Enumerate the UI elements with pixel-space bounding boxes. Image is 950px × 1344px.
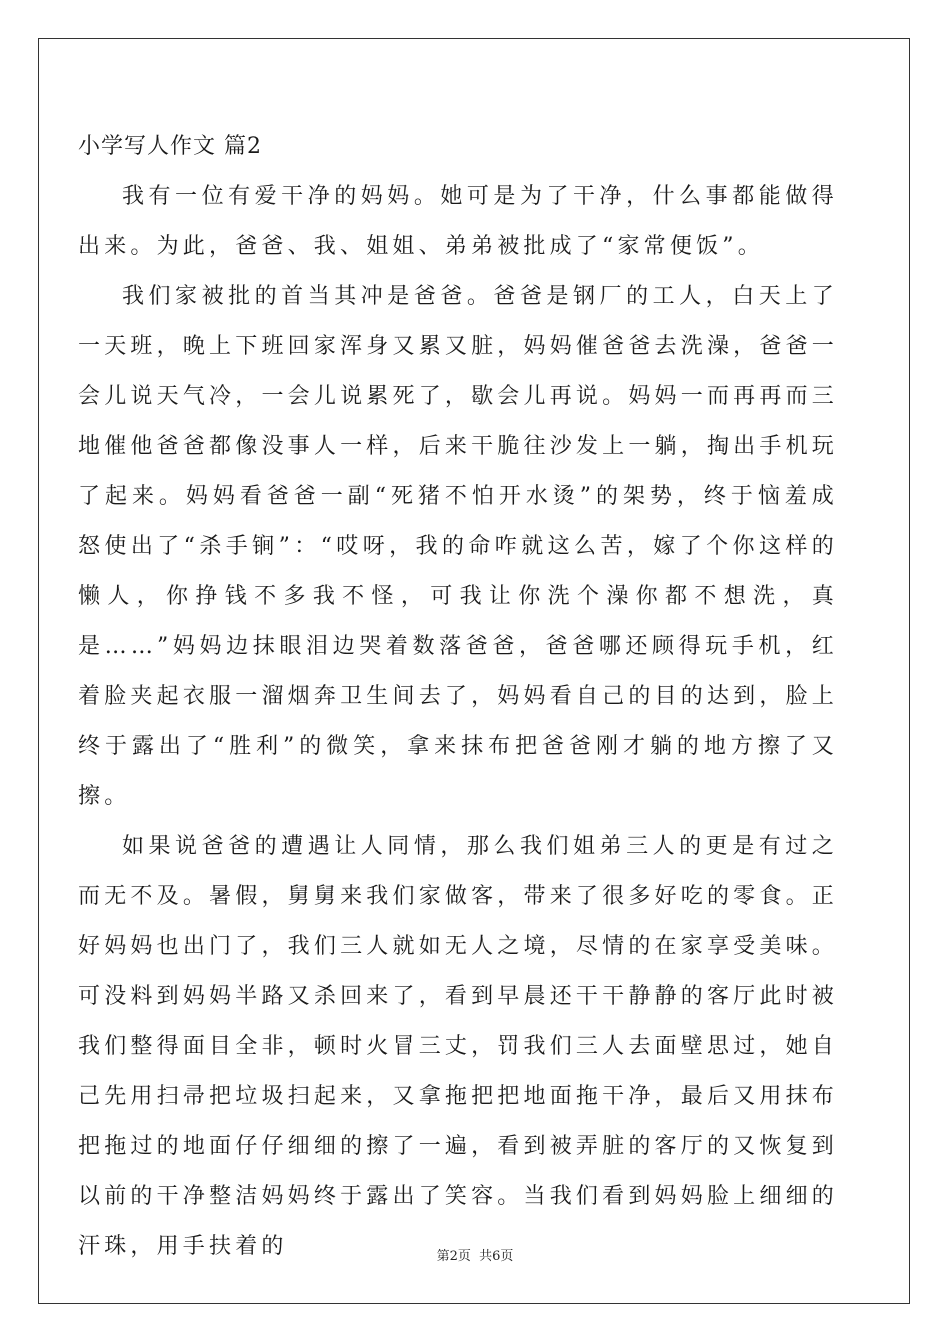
paragraph-2: 我们家被批的首当其冲是爸爸。爸爸是钢厂的工人，白天上了一天班，晚上下班回家浑身又累又脏，妈妈催爸爸去洗澡，爸爸一会儿说天气冷，一会儿说累死了，歇会儿再说。妈妈一而再再而三地催他爸爸都像没事人一样，后来干脆往沙发上一躺，掏出手机玩了起来。妈妈看爸爸一副“死猪不怕开水烫”的架势，终于恼羞成怒使出了“杀手锏”：“哎呀，我的命咋就这么苦，嫁了个你这样的懒人，你挣钱不多我不怪，可我让你洗个澡你都不想洗，真是……”妈妈边抹眼泪边哭着数落爸爸，爸爸哪还顾得玩手机，红着脸夹起衣服一溜烟奔卫生间去了，妈妈看自己的目的达到，脸上终于露出了“胜利”的微笑，拿来抹布把爸爸刚才躺的地方擦了又擦。 bbox=[78, 284, 838, 809]
document-body bbox=[78, 122, 838, 1272]
total-pages: 共6页 bbox=[479, 1249, 514, 1264]
paragraph-3: 如果说爸爸的遭遇让人同情，那么我们姐弟三人的更是有过之而无不及。暑假，舅舅来我们家做客，带来了很多好吃的零食。正好妈妈也出门了，我们三人就如无人之境，尽情的在家享受美味。可没料到妈妈半路又杀回来了，看到早晨还干干静静的客厅此时被我们整得面目全非，顿时火冒三丈，罚我们三人去面壁思过，她自己先用扫帚把垃圾扫起来，又拿拖把把地面拖干净，最后又用抹布把拖过的地面仔仔细细的擦了一遍，看到被弄脏的客厅的又恢复到以前的干净整洁妈妈终于露出了笑容。当我们看到妈妈脸上细细的汗珠，用手扶着的 bbox=[78, 834, 838, 1259]
page-number: 第2页 bbox=[436, 1249, 471, 1264]
essay-title: 小学写人作文 篇2 bbox=[78, 134, 262, 159]
page-footer bbox=[0, 1245, 950, 1264]
paragraph-1: 我有一位有爱干净的妈妈。她可是为了干净，什么事都能做得出来。为此，爸爸、我、姐姐、弟弟被批成了“家常便饭”。 bbox=[78, 184, 838, 259]
